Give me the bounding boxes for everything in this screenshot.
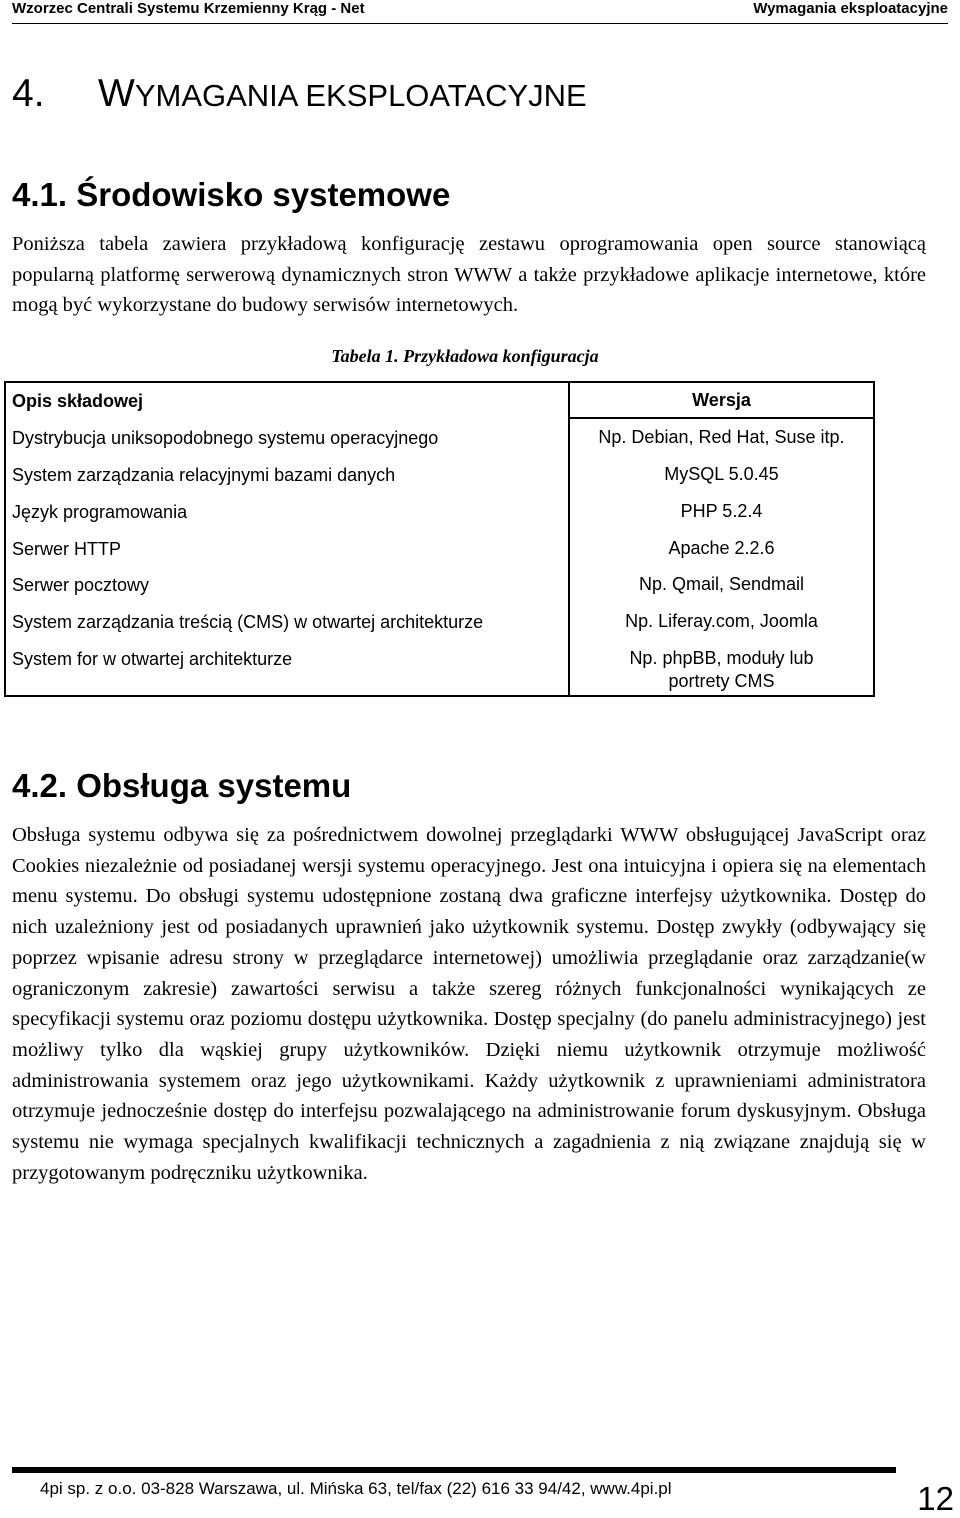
table-row-label: Język programowania [12, 502, 188, 522]
table-row-value: Np. Liferay.com, Joomla [625, 611, 818, 631]
table-row-value: Np. Debian, Red Hat, Suse itp. [598, 427, 845, 447]
header-divider [12, 23, 948, 24]
table-row-label: Serwer pocztowy [12, 575, 150, 595]
configuration-table [4, 381, 875, 697]
table-row-value: Np. Qmail, Sendmail [638, 574, 805, 594]
chapter-number: 4. [12, 72, 45, 115]
table-header-description: Opis składowej [12, 391, 144, 411]
table-header-divider [568, 417, 875, 419]
table-row-value: MySQL 5.0.45 [664, 464, 779, 484]
table-row-value: Np. phpBB, moduły lub portrety CMS [629, 648, 814, 691]
page-number: 12 [917, 1480, 954, 1517]
header-chapter-title: Wymagania eksploatacyjne [753, 0, 948, 17]
section-paragraph-environment: Poniższa tabela zawiera przykładową konfigurację zestawu oprogramowania open source stanowiącą popularną platformę serwerową dynamicznych stron WWW a także przykładowe aplikacje internetowe, które mogą być wykorzystane do budowy serwisów internetowych. [12, 233, 926, 317]
section-heading-operation: 4.2. Obsługa systemu [12, 767, 352, 804]
table-row-label: System zarządzania relacyjnymi bazami danych [12, 465, 396, 485]
chapter-title-initial: W [98, 72, 135, 115]
table-row-value: Apache 2.2.6 [668, 538, 775, 558]
table-row-value: PHP 5.2.4 [680, 501, 763, 521]
table-header-version: Wersja [692, 390, 751, 410]
table-row-label: System zarządzania treścią (CMS) w otwartej architekturze [12, 612, 484, 632]
table-row-label: Serwer HTTP [12, 539, 122, 559]
chapter-title-rest: YMAGANIA EKSPLOATACYJNE [134, 78, 587, 113]
table-row-label: Dystrybucja uniksopodobnego systemu operacyjnego [12, 428, 439, 448]
running-header [0, 0, 960, 22]
chapter-heading [12, 72, 587, 116]
section-heading-environment: 4.1. Środowisko systemowe [12, 176, 451, 213]
header-document-title: Wzorzec Centrali Systemu Krzemienny Krąg - Net [12, 0, 365, 17]
footer-company-address: 4pi sp. z o.o. 03-828 Warszawa, ul. Mińska 63, tel/fax (22) 616 33 94/42, www.4pi.pl [40, 1479, 672, 1498]
table-row-label: System for w otwartej architekturze [12, 649, 293, 669]
table-caption: Tabela 1. Przykładowa konfiguracja [331, 346, 599, 366]
section-paragraph-operation: Obsługa systemu odbywa się za pośrednictwem dowolnej przeglądarki WWW obsługującej JavaScript oraz Cookies niezależnie od posiadanej wersji systemu operacyjnego. Jest ona intuicyjna i opiera się na elementach menu systemu. Do obsługi systemu udostępnione zostaną dwa graficzne interfejsy użytkownika. Dostęp do nich uzależniony jest od posiadanych uprawnień jako użytkownik systemu. Dostęp zwykły (odbywający się poprzez wpisanie adresu strony w przeglądarce internetowej) umożliwia przeglądanie oraz zarządzanie(w ograniczonym zakresie) zawartości serwisu a także szereg różnych funkcjonalności wynikających ze specyfikacji systemu oraz poziomu dostępu użytkownika. Dostęp specjalny (do panelu administracyjnego) jest możliwy tylko dla wąskiej grupy użytkowników. Dzięki niemu użytkownik otrzymuje możliwość administrowania systemem oraz jego użytkownikami. Każdy użytkownik z uprawnieniami administratora otrzymuje jednocześnie dostęp do interfejsu pozwalającego na administrowanie forum dyskusyjnym. Obsługa systemu nie wymaga specjalnych kwalifikacji technicznych a zagadnienia z nią związane znajdują się w przygotowanym podręczniku użytkownika. [12, 824, 926, 1184]
footer-divider [12, 1467, 896, 1473]
